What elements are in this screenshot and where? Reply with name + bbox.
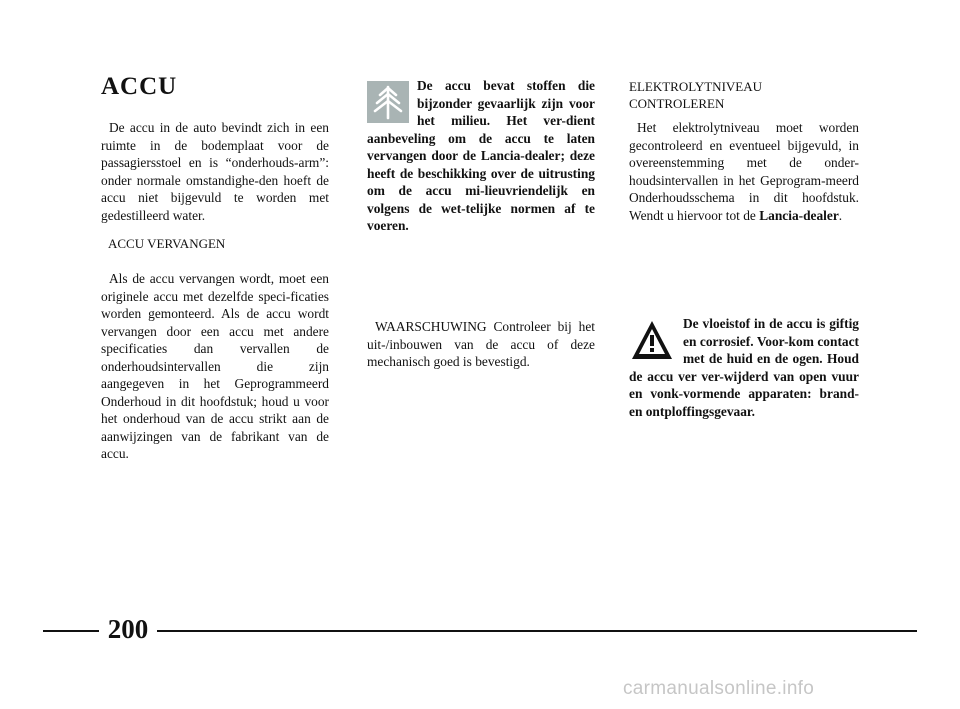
intro-paragraph <box>101 119 329 224</box>
warning-triangle-icon <box>629 317 675 363</box>
warning-paragraph <box>367 318 595 371</box>
electrolyte-heading-line1: ELEKTROLYTNIVEAU <box>629 79 763 94</box>
electrolyte-heading-line2: CONTROLEREN <box>629 96 725 111</box>
electrolyte-text <box>629 119 859 224</box>
warning-paragraph-text <box>367 318 595 371</box>
environment-note <box>367 77 595 235</box>
danger-note <box>629 315 859 420</box>
danger-note-text: De vloeistof in de accu is giftig en corrosief. Voor-kom contact met de huid en de ogen. Houd de accu ver ver-wijderd van open vuur en vonk-vormende apparaten: brand- en ontploffingsgevaar. <box>629 316 859 419</box>
replacement-text: Als de accu vervangen wordt, moet een originele accu met dezelfde speci-ficaties worden gemonteerd. Als de accu wordt vervangen door een accu met andere specificaties dan vervallen de onderhoudsintervallen die zijn aangegeven in het Geprogrammeerd Onderhoud in dit hoofdstuk; houd u voor het onderhoud van de accu strikt aan de aanwijzingen van de fabrikant van de accu. <box>101 271 329 461</box>
section-heading-accu-vervangen: ACCU VERVANGEN <box>108 236 226 251</box>
footer-rule-right <box>157 630 917 632</box>
replacement-paragraph <box>101 270 329 463</box>
lancia-dealer-text: Lancia-dealer <box>759 207 839 223</box>
electrolyte-body-end: . <box>838 207 843 223</box>
tree-icon-graphic <box>371 84 405 120</box>
warning-triangle-graphic <box>629 317 675 363</box>
watermark: carmanualsonline.info <box>623 678 815 699</box>
environment-note-text: De accu bevat stoffen die bijzonder gevaarlijk zijn voor het milieu. Het ver-dient aanbeveling om de accu te laten vervangen door de Lancia-dealer; deze heeft de beschikking over de uitrusting om de accu mi-lieuvriendelijk en volgens de wet-telijke normen af te voeren. <box>367 78 595 233</box>
intro-text: De accu in de auto bevindt zich in een ruimte in de bodemplaat voor de passagiersstoel en is “onderhouds-arm”: onder normale omstandighe-den hoeft de accu niet bijgevuld te worden met gedestilleerd water. <box>101 120 329 223</box>
electrolyte-heading <box>629 78 762 112</box>
tree-icon <box>367 81 409 123</box>
page-title: ACCU <box>101 73 178 100</box>
electrolyte-paragraph <box>629 119 859 224</box>
page-number: 200 <box>107 614 149 644</box>
footer-rule-left <box>43 630 99 632</box>
warning-label: WAARSCHUWING <box>375 319 487 334</box>
warning-text: Controleer bij het uit-/inbouwen van de accu of deze mechanisch goed is bevestigd. <box>367 319 595 369</box>
electrolyte-body: Het elektrolytniveau moet worden gecontroleerd en eventueel bijgevuld, in overeenstemming met de onder-houdsintervallen in het Geprogram-meerd Onderhoudsschema in dit hoofdstuk. Wendt u hiervoor tot de <box>629 120 859 223</box>
